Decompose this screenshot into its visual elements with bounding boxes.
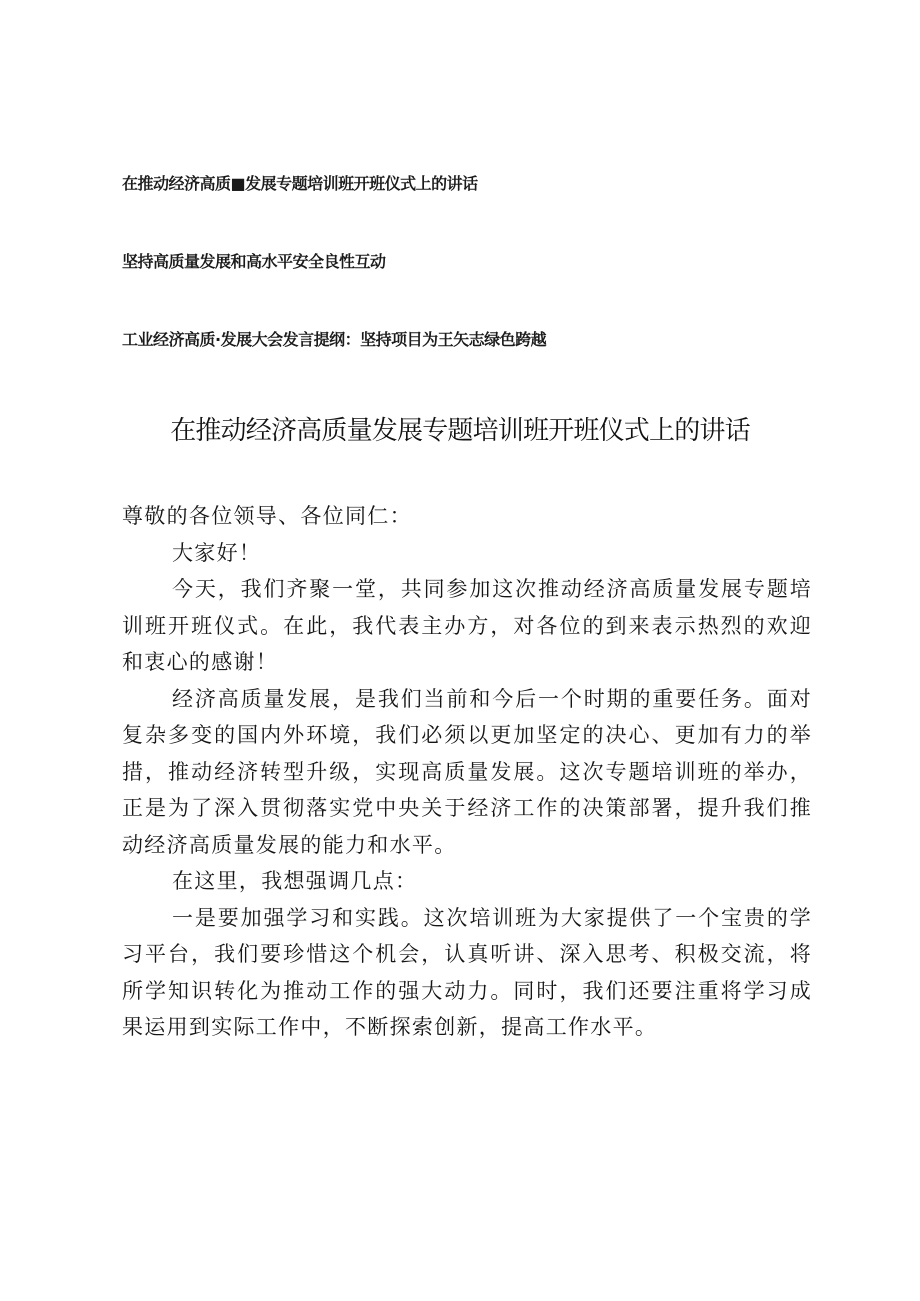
- speech-body: [122, 498, 812, 1046]
- paragraph: 今天，我们齐聚一堂，共同参加这次推动经济高质量发展专题培训班开班仪式。在此，我代表主办方，对各位的到来表示热烈的欢迎和衷心的感谢！: [122, 577, 812, 674]
- paragraph: 在这里，我想强调几点：: [172, 869, 418, 893]
- toc-item: 坚持高质量发展和高水平安全良性互动: [122, 252, 386, 271]
- paragraph: 经济高质量发展，是我们当前和今后一个时期的重要任务。面对复杂多变的国内外环境，我们必须以更加坚定的决心、更加有力的举措，推动经济转型升级，实现高质量发展。这次专题培训班的举办，正是为了深入贯彻落实党中央关于经济工作的决策部署，提升我们推动经济高质量发展的能力和水平。: [122, 686, 812, 857]
- greeting: 大家好！: [172, 540, 262, 565]
- toc-item: 在推动经济高质■发展专题培训班开班仪式上的讲话: [122, 174, 478, 193]
- paragraph: 一是要加强学习和实践。这次培训班为大家提供了一个宝贵的学习平台，我们要珍惜这个机会，认真听讲、深入思考、积极交流，将所学知识转化为推动工作的强大动力。同时，我们还要注重将学习成果运用到实际工作中，不断探索创新，提高工作水平。: [122, 905, 812, 1039]
- salutation: 尊敬的各位领导、各位同仁：: [122, 504, 412, 528]
- document-title: 在推动经济高质量发展专题培训班开班仪式上的讲话: [170, 416, 750, 446]
- toc-item: 工业经济高质·发展大会发言提纲：坚持项目为王矢志绿色跨越: [122, 330, 547, 349]
